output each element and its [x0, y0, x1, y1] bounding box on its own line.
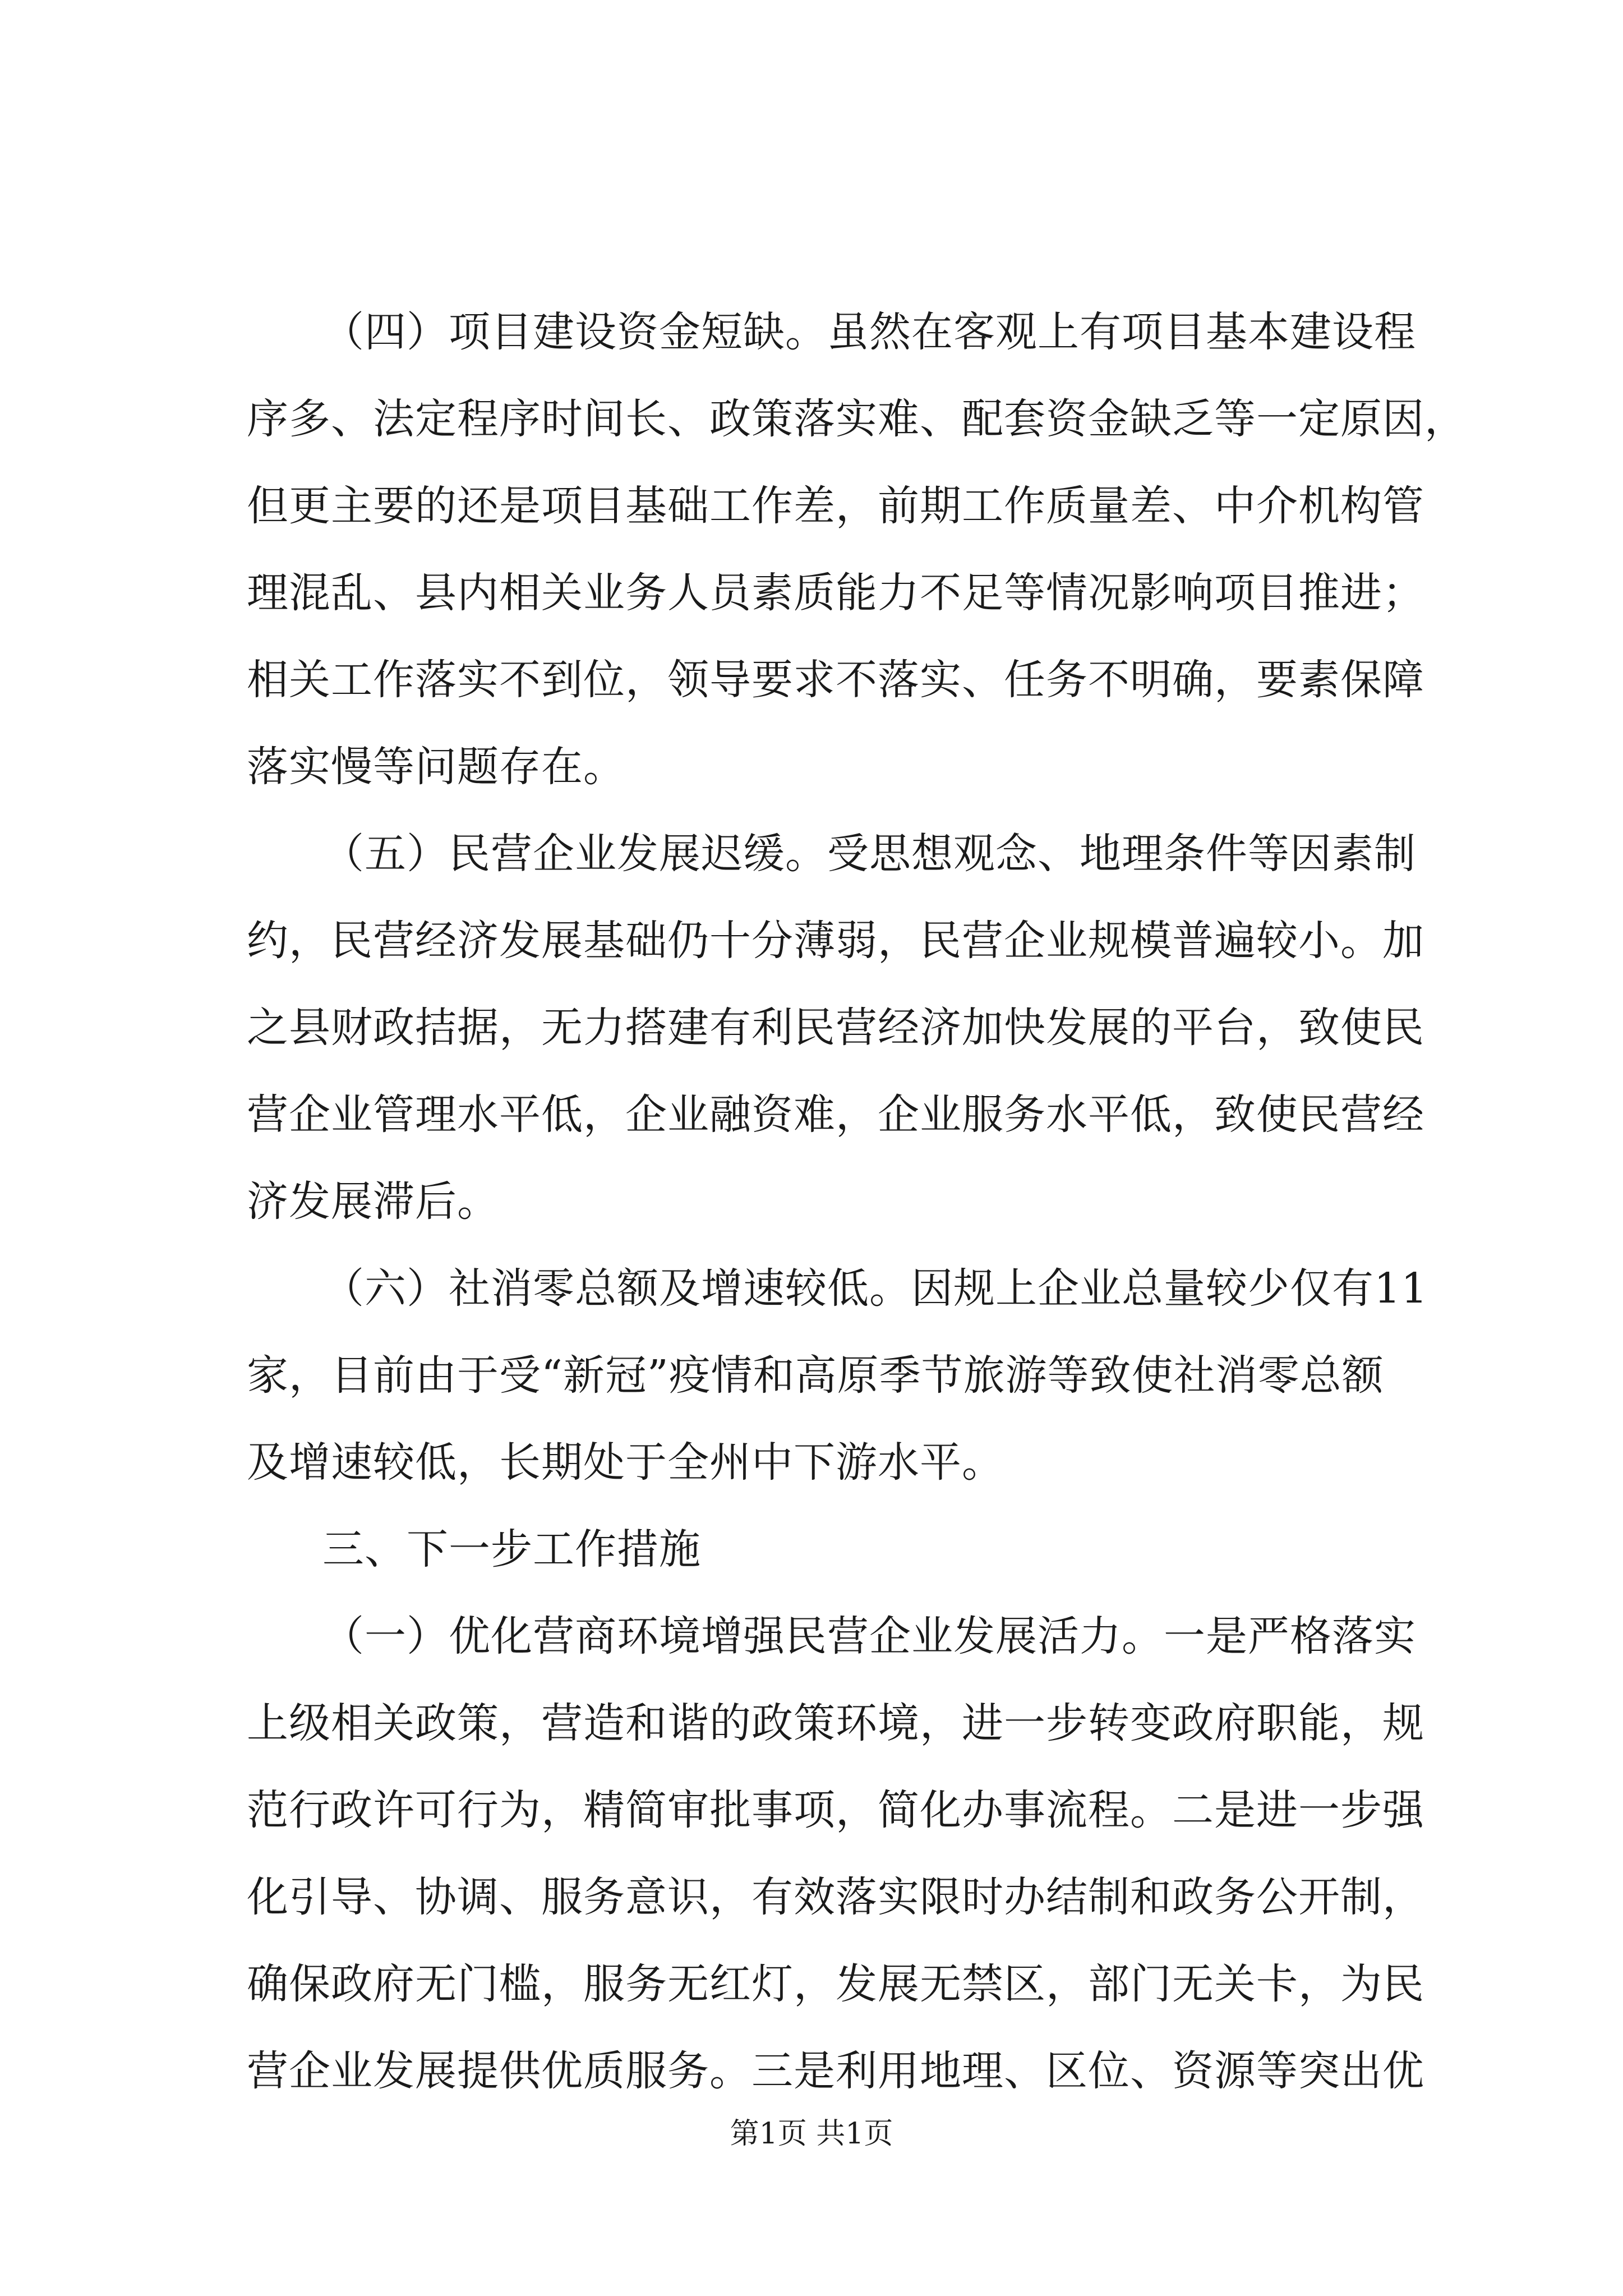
paragraph-line: 济发展滞后。 [247, 1177, 499, 1226]
paragraph-line: 约，民营经济发展基础仍十分薄弱，民营企业规模普遍较小。加 [247, 917, 1424, 965]
page-footer: 第1页 共1页 [730, 2117, 893, 2151]
paragraph-line: 范行政许可行为，精简审批事项，简化办事流程。二是进一步强 [247, 1786, 1424, 1834]
paragraph-line: 理混乱、县内相关业务人员素质能力不足等情况影响项目推进； [247, 569, 1424, 617]
paragraph-line: 及增速较低，长期处于全州中下游水平。 [247, 1438, 1004, 1487]
paragraph-line: 落实慢等问题存在。 [247, 743, 625, 791]
paragraph-line: 上级相关政策，营造和谐的政策环境，进一步转变政府职能，规 [247, 1699, 1424, 1747]
section-heading: 三、下一步工作措施 [322, 1525, 701, 1573]
paragraph-line: 序多、法定程序时间长、政策落实难、配套资金缺乏等一定原因， [247, 395, 1467, 443]
paragraph-line: 家，目前由于受“新冠”疫情和高原季节旅游等致使社消零总额 [247, 1351, 1384, 1400]
paragraph-line: 确保政府无门槛，服务无红灯，发展无禁区，部门无关卡，为民 [247, 1960, 1424, 2008]
paragraph-line: （一）优化营商环境增强民营企业发展活力。一是严格落实 [322, 1612, 1416, 1660]
paragraph-line: 相关工作落实不到位，领导要求不落实、任务不明确，要素保障 [247, 656, 1424, 704]
paragraph-line: 营企业管理水平低，企业融资难，企业服务水平低，致使民营经 [247, 1091, 1424, 1139]
paragraph-line: 之县财政拮据，无力搭建有利民营经济加快发展的平台，致使民 [247, 1004, 1424, 1052]
paragraph-line: （四）项目建设资金短缺。虽然在客观上有项目基本建设程 [322, 308, 1416, 356]
paragraph-line: 但更主要的还是项目基础工作差，前期工作质量差、中介机构管 [247, 482, 1424, 530]
paragraph-line: （五）民营企业发展迟缓。受思想观念、地理条件等因素制 [322, 830, 1416, 878]
paragraph-line: （六）社消零总额及增速较低。因规上企业总量较少仅有11 [322, 1264, 1428, 1313]
paragraph-line: 化引导、协调、服务意识，有效落实限时办结制和政务公开制， [247, 1873, 1424, 1921]
paragraph-line: 营企业发展提供优质服务。三是利用地理、区位、资源等突出优 [247, 2047, 1424, 2095]
